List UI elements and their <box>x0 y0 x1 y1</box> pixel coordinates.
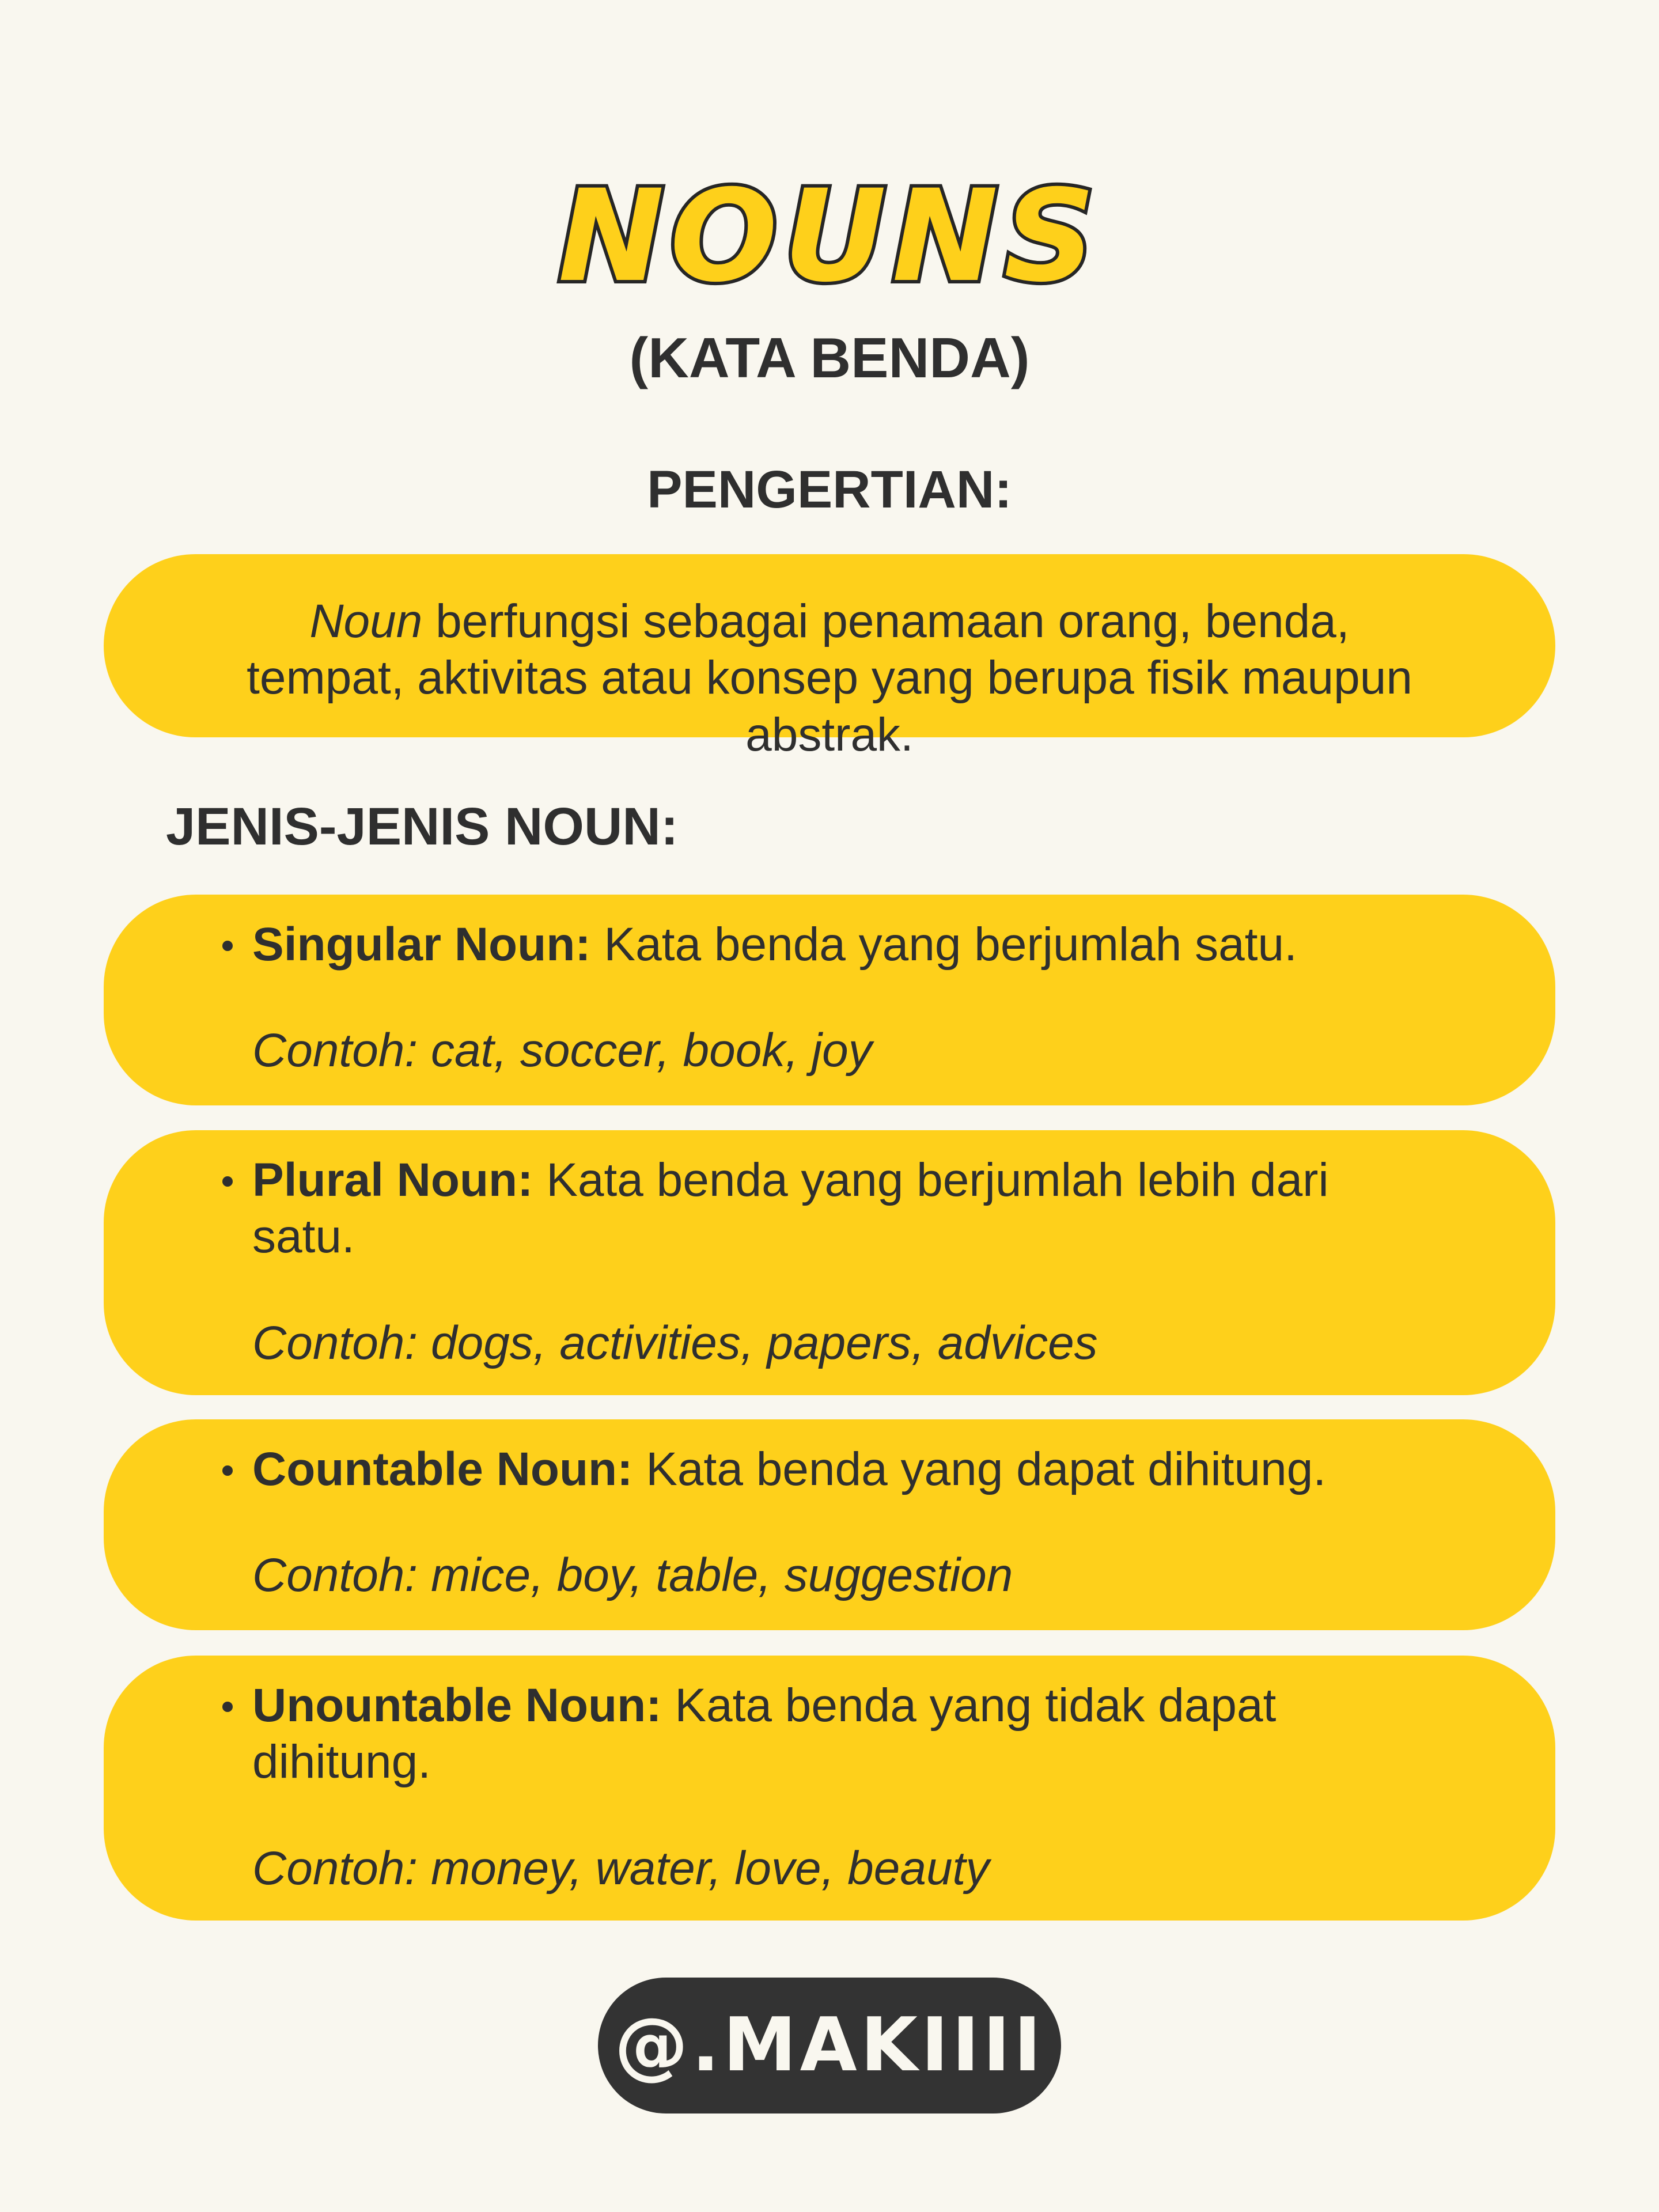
type-definition <box>149 1677 1417 1791</box>
type-card-countable <box>104 1419 1555 1630</box>
type-card-plural <box>104 1130 1555 1395</box>
page-subtitle: (KATA BENDA) <box>629 326 1030 389</box>
definition-text: berfungsi sebagai penamaan orang, benda, tempat, aktivitas atau konsep yang berupa fisik maupun abstrak. <box>247 595 1412 761</box>
type-name: Countable Noun: <box>252 1443 633 1495</box>
type-example: Contoh: cat, soccer, book, joy <box>252 1024 872 1077</box>
type-definition <box>149 916 1417 973</box>
type-name: Unountable Noun: <box>252 1679 662 1732</box>
author-handle-badge: @.MAKIIII <box>598 1978 1061 2113</box>
bullet-icon <box>222 1465 233 1476</box>
type-example: Contoh: dogs, activities, papers, advices <box>252 1316 1098 1369</box>
definition-italic-lead: Noun <box>309 595 423 647</box>
bullet-icon <box>222 1702 233 1712</box>
type-description: Kata benda yang berjumlah lebih dari satu. <box>252 1154 1329 1263</box>
type-definition <box>149 1441 1417 1498</box>
type-description: Kata benda yang berjumlah satu. <box>590 918 1297 971</box>
page-title: NOUNS <box>558 162 1101 310</box>
type-example: Contoh: mice, boy, table, suggestion <box>252 1549 1013 1602</box>
type-example: Contoh: money, water, love, beauty <box>252 1842 990 1895</box>
type-definition <box>149 1152 1417 1266</box>
type-description: Kata benda yang dapat dihitung. <box>632 1443 1327 1495</box>
type-name: Singular Noun: <box>252 918 591 971</box>
bullet-icon <box>222 1176 233 1187</box>
types-heading: JENIS-JENIS NOUN: <box>166 797 679 856</box>
type-card-singular <box>104 895 1555 1105</box>
definition-heading: PENGERTIAN: <box>647 460 1012 519</box>
definition-box <box>104 554 1555 761</box>
type-name: Plural Noun: <box>252 1154 533 1206</box>
type-description: Kata benda yang tidak dapat dihitung. <box>252 1679 1277 1789</box>
bullet-icon <box>222 941 233 951</box>
type-card-uncountable <box>104 1656 1555 1921</box>
